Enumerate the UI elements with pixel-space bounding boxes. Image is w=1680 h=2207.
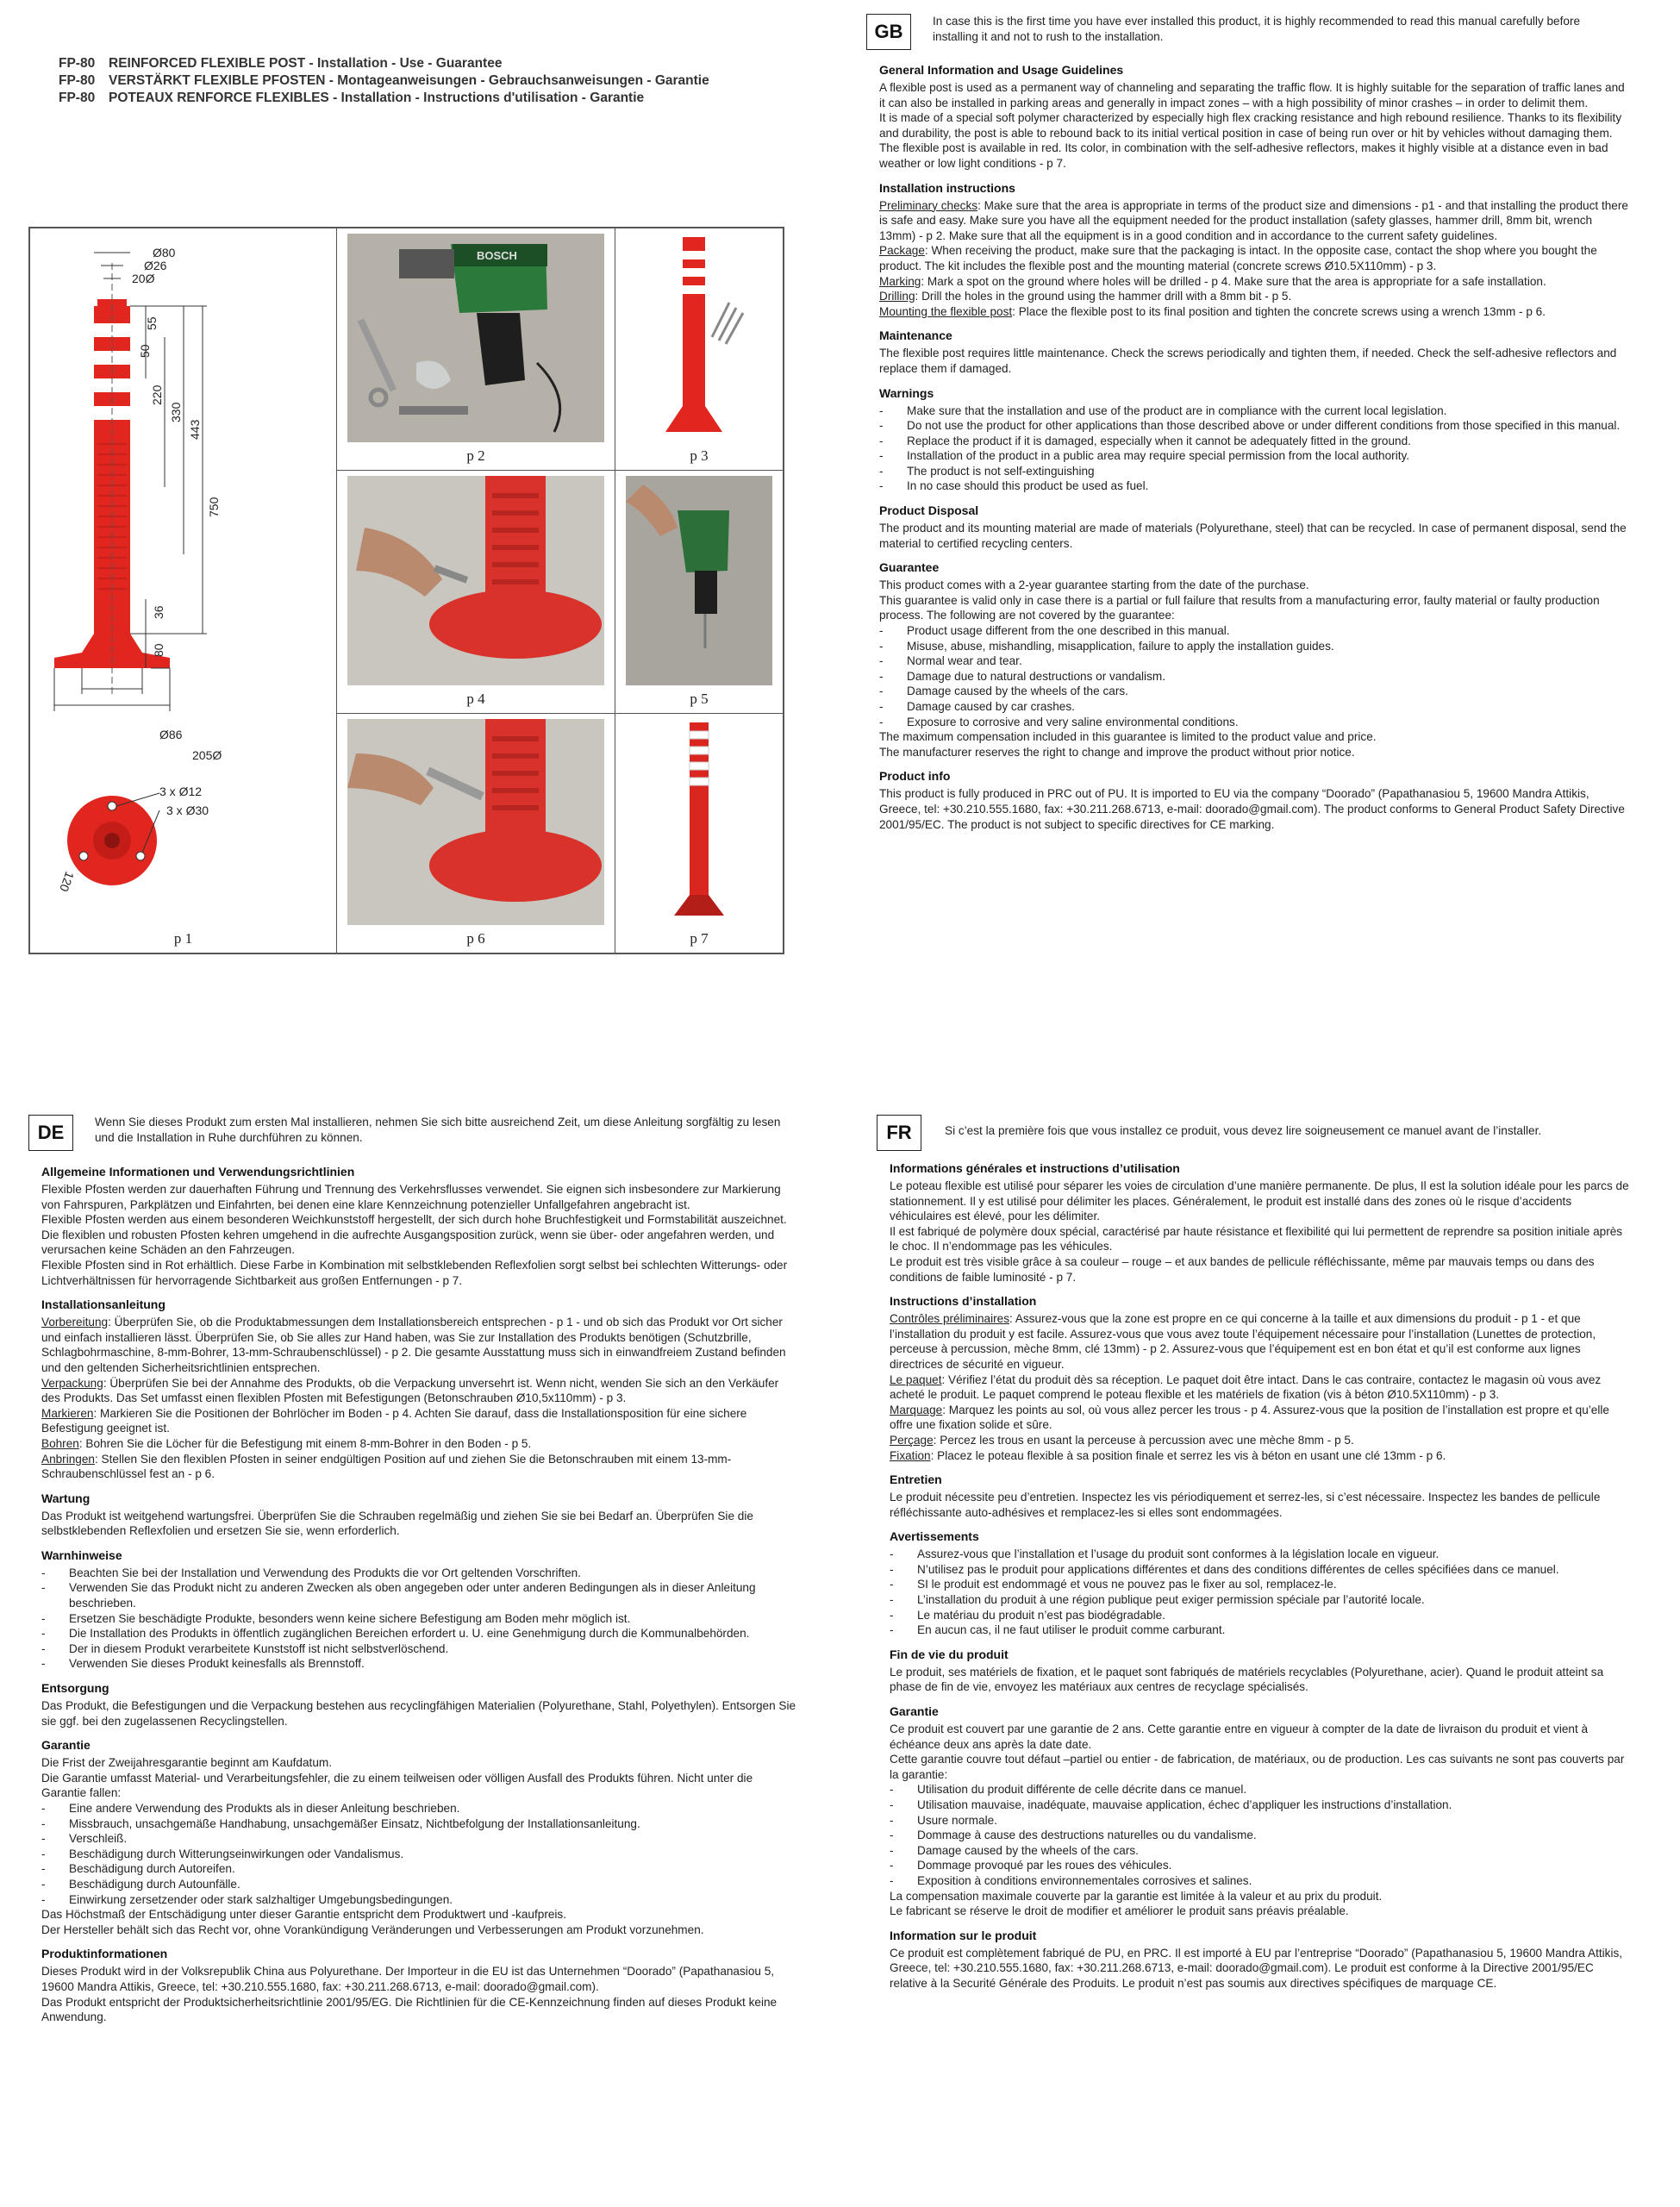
caption-p4: p 4 [466,691,485,707]
list-item: - Le matériau du produit n’est pas biodégradable. [890,1608,1633,1623]
tools-photo [347,234,604,442]
caption-p3: p 3 [690,447,709,464]
heading-maintenance: Wartung [41,1491,91,1505]
list-item: - N’utilisez pas le produit pour applications différentes et dans des conditions différentes de celles spécifiées dans ce manuel. [890,1562,1633,1578]
dim-d20: 20Ø [132,272,155,285]
marking-photo [347,476,604,685]
product-info-text: This product is fully produced in PRC out of PU. It is imported to EU via the company “Doorado” (Papathanasiou 5, 19600 Mandra Attikis, Greece, tel: +30.210.555.1680, fax: +30.211.268.6713, e-mail: doorado@gmail.com). The product conforms to General Product Safety Directive 2001/95/EC. The product is not subject to specific directives for CE marking. [879,787,1625,831]
guarantee-p3: La compensation maximale couverte par la garantie est limitée à la valeur et au prix du produit. [890,1889,1383,1903]
title-line-de: FP-80 VERSTÄRKT FLEXIBLE PFOSTEN - Montageanweisungen - Gebrauchsanweisungen - Garantie [59,73,709,88]
figure-grid [28,227,784,954]
list-item: - Beschädigung durch Witterungseinwirkungen oder Vandalismus. [41,1847,800,1862]
general-p2: It is made of a special soft polymer characterized by especially high flex cracking resistance and high rebound resilience. Thanks to its flexibility and durability, the post is able to rebound back to its initial vertical position in case of being run over or hit by vehicles without damaging them. [879,111,1622,140]
heading-general: General Information and Usage Guidelines [879,63,1124,77]
figure-p3 [615,228,784,471]
step-drilling: Bohren: Bohren Sie die Löcher für die Befestigung mit einem 8-mm-Bohrer in den Boden - p 5. [41,1436,532,1450]
list-item: - Exposure to corrosive and very saline environmental conditions. [879,715,1629,730]
dim-holes12: 3 x Ø12 [159,785,203,798]
guarantee-p4: The manufacturer reserves the right to change and improve the product without prior notice. [879,745,1355,759]
step-preliminary: Vorbereitung: Überprüfen Sie, ob die Produktabmessungen dem Installationsbereich entsprechen - p 1 - und ob sich das Produkt vor Ort sicher und einfach installieren lässt. Überprüfen Sie, ob Sie alles zur Hand haben, was Sie zur Installation des Produkts benötigen (Schutzbrille, Schlagbohrmaschine, 8-mm-Bohrer, 13-mm-Schraubenschlüssel) - p 2. Die gesamte Ausstattung muss sich in einwandfreiem Zustand befinden und den geltenden Sicherheitsrichtlinien entsprechen. [41,1316,786,1374]
warnings-list [890,1547,1633,1638]
list-item: - En aucun cas, il ne faut utiliser le produit comme carburant. [890,1622,1633,1638]
step-drilling: Perçage: Percez les trous en usant la perceuse à percussion avec une mèche 8mm - p 5. [890,1433,1354,1447]
general-p3: Flexible Pfosten sind in Rot erhältlich. Diese Farbe in Kombination mit selbstklebenden Reflexfolien sorgt selbst bei schlechten Witterungs- oder Lichtverhältnissen für hervorragende Sichtbarkeit aus großen Entfernungen - p 7. [41,1258,788,1287]
dim-55: 55 [145,316,159,330]
step-preliminary: Contrôles préliminaires: Assurez-vous que la zone est propre en ce qui concerne à la taille et aux dimensions du produit - p 1 - et que l’installation du produit y est facile. Assurez-vous que vous avez toute l’équipement nécessaire pour l’installation (Lunettes de protection, perceuse à percussion, mèche 8mm, clé 13mm) - p 2. Assurez-vous que l’équipement est en bon état et qu’il est conforme aux lignes directrices de sécurité en vigueur. [890,1312,1596,1371]
step-package: Package: When receiving the product, make sure that the packaging is intact. In the opposite case, contact the shop where you bought the product. The kit includes the flexible post and the mounting material (concrete screws Ø10.5X110mm) - p 3. [879,244,1597,272]
step-mounting: Fixation: Placez le poteau flexible à sa position finale et serrez les vis à béton en usant une clé 13mm - p 6. [890,1448,1446,1462]
dim-holes30: 3 x Ø30 [166,803,209,817]
disposal-text: Le produit, ses matériels de fixation, et le paquet sont fabriqués de matériels recyclables (Polyurethane, acier). Quand le produit atteint sa phase de fin de vie, envoyez les matériaux aux centres de recyclage spécialisés. [890,1665,1604,1694]
list-item: - Usure normale. [890,1813,1633,1829]
dim-36: 36 [152,605,166,619]
list-item: - Exposition à conditions environnementales corrosives et salines. [890,1873,1633,1889]
product-info-p2: Das Produkt entspricht der Produktsicherheitsrichtlinie 2001/95/EG. Die Richtlinien für die CE-Kennzeichnung finden auf dieses Produkt keine Anwendung. [41,1995,778,2024]
dim-330: 330 [169,402,183,422]
heading-disposal: Entsorgung [41,1681,109,1696]
guarantee-p4: Le fabricant se réserve le droit de modifier et améliorer le produit sans préavis préalable. [890,1904,1349,1918]
dim-50: 50 [138,344,152,358]
mounting-photo [347,719,604,925]
list-item: - The product is not self-extinguishing [879,464,1629,479]
list-item: - Damage due to natural destructions or vandalism. [879,669,1629,685]
dim-220: 220 [150,385,164,405]
guarantee-p1: This product comes with a 2-year guarantee starting from the date of the purchase. [879,578,1309,592]
guarantee-p2: This guarantee is valid only in case there is a partial or full failure that results from a manufacturing error, faulty material or faulty production process. The following are not covered by the guarantee: [879,593,1600,622]
figure-p7 [615,713,784,953]
list-item: - Product usage different from the one described in this manual. [879,623,1629,639]
step-package: Le paquet: Vérifiez l’état du produit dès sa réception. Le paquet doit être intact. Dans le cas contraire, contactez le magasin où vous avez acheté le produit. Le paquet comprend le poteau flexible et les matériels de fixation (vis à béton Ø10.5X110mm) - p 3. [890,1372,1602,1402]
drill-brand-text: BOSCH [477,249,517,262]
warnings-list [879,403,1629,495]
list-item: - Utilisation du produit différente de celle décrite dans ce manuel. [890,1782,1633,1797]
dim-443: 443 [188,419,202,440]
heading-maintenance: Entretien [890,1472,942,1487]
general-p1: A flexible post is used as a permanent way of channeling and separating the traffic flow. It is highly suitable for the separation of traffic lanes and it can also be installed in parking areas and generally in impact zones – with a high possibility of minor crashes – in order to delimit them. [879,81,1625,109]
list-item: - Eine andere Verwendung des Produkts als in dieser Anleitung beschrieben. [41,1801,800,1816]
step-mounting: Mounting the flexible post: Place the flexible post to its final position and tighten the concrete screws using a wrench 13mm - p 6. [879,304,1546,318]
list-item: - Replace the product if it is damaged, especially when it cannot be adequately fitted in the ground. [879,434,1629,449]
heading-guarantee: Garantie [41,1738,91,1753]
guarantee-p3: The maximum compensation included in this guarantee is limited to the product value and price. [879,730,1377,744]
guarantee-exclusions [890,1782,1633,1888]
guarantee-p1: Ce produit est couvert par une garantie de 2 ans. Cette garantie entre en vigueur à compter de la date de livraison du produit et vient à échéance deux ans après la date date. [890,1722,1589,1751]
step-mounting: Anbringen: Stellen Sie den flexiblen Pfosten in seiner endgültigen Position auf und ziehen Sie die Betonschrauben mit einem 13-mm-Schraubenschlüssel fest an - p 6. [41,1452,732,1481]
list-item: - Verschleiß. [41,1831,800,1847]
caption-p6: p 6 [466,930,485,947]
list-item: - Missbrauch, unsachgemäße Handhabung, unsachgemäßer Einsatz, Nichtbefolgung der Installationsanleitung. [41,1816,800,1832]
drilling-photo [626,476,772,685]
heading-guarantee: Garantie [890,1704,939,1719]
list-item: - In no case should this product be used as fuel. [879,478,1629,494]
badge-fr: FR [877,1115,921,1151]
list-item: - Beschädigung durch Autounfälle. [41,1877,800,1892]
general-p3: Le produit est très visible grâce à sa couleur – rouge – et aux bandes de pellicule réfléchissante, même par mauvais temps ou dans des conditions de faible luminosité - p 7. [890,1254,1595,1284]
step-marking: Marking: Mark a spot on the ground where holes will be drilled - p 4. Make sure that the area is appropriate for a safe installation. [879,274,1546,288]
dim-r120: 120 [57,869,78,894]
heading-installation: Installation instructions [879,180,1015,195]
guarantee-p4: Der Hersteller behält sich das Recht vor, ohne Vorankündigung Veränderungen und Verbesserungen am Produkt vorzunehmen. [41,1923,704,1936]
list-item: - Damage caused by the wheels of the cars. [879,684,1629,699]
list-item: - Misuse, abuse, mishandling, misapplication, failure to apply the installation guides. [879,639,1629,654]
dim-d205: 205Ø [192,748,222,762]
guarantee-exclusions [41,1801,800,1907]
heading-warnings: Warnhinweise [41,1547,122,1562]
dim-80: 80 [152,643,166,657]
list-item: - Die Installation des Produkts in öffentlich zugänglichen Bereichen erfordert u. U. eine Genehmigung durch die Kommunalbehörden. [41,1626,800,1641]
figure-p4 [336,470,615,714]
post-kit-photo [626,234,772,442]
caption-p2: p 2 [466,447,485,464]
list-item: - Utilisation mauvaise, inadéquate, mauvaise application, échec d’appliquer les instructions d’installation. [890,1797,1633,1813]
list-item: - L’installation du produit à une région publique peut exiger permission spéciale par l’autorité locale. [890,1592,1633,1608]
heading-warnings: Avertissements [890,1529,979,1544]
list-item: - Assurez-vous que l’installation et l’usage du produit sont conformes à la législation locale en vigueur. [890,1547,1633,1562]
product-info-text: Ce produit est complètement fabriqué de PU, en PRC. Il est importé à EU par l’entreprise “Doorado” (Papathanasiou 5, 19600 Mandra Attikis, Greece, tel: +30.210.555.1680, fax: +30.211.268.6713, e-mail: doorado@gmail.com). Le produit est conforme à la Directive 2001/95/EC relative à la Securité Générale des Produits. Le produit n’est pas soumis aux directives spécifiques de marquage CE. [890,1946,1623,1990]
title-line-fr: FP-80 POTEAUX RENFORCE FLEXIBLES - Installation - Instructions d'utilisation - Garantie [59,91,645,105]
list-item: - Einwirkung zersetzender oder stark salzhaltiger Umgebungsbedingungen. [41,1892,800,1908]
guarantee-p2: Die Garantie umfasst Material- und Verarbeitungsfehler, die zu einem teilweisen oder völligen Ausfall des Produkts führen. Nicht unter die Garantie fallen: [41,1771,753,1800]
guarantee-exclusions [879,623,1629,729]
heading-maintenance: Maintenance [879,328,952,343]
heading-product-info: Information sur le produit [890,1928,1037,1942]
dim-d86: Ø86 [159,728,183,741]
step-package: Verpackung: Überprüfen Sie bei der Annahme des Produkts, ob die Verpackung unversehrt ist. Wenn nicht, wenden Sie sich an den Verkäufer des Produkts. Das Set umfasst einen flexiblen Pfosten mit Befestigungen (Betonschrauben Ø10,5x110mm) - p 3. [41,1376,779,1405]
list-item: - Damage caused by the wheels of the cars. [890,1843,1633,1859]
badge-gb: GB [866,14,911,50]
figure-p2 [336,228,615,471]
intro-de: Wenn Sie dieses Produkt zum ersten Mal installieren, nehmen Sie sich bitte ausreichend Zeit, um diese Anleitung sorgfältig zu lesen und die Installation in Ruhe durchführen zu können. [95,1116,781,1144]
guarantee-p2: Cette garantie couvre tout défaut –partiel ou entier - de fabrication, de matériaux, ou de production. Les cas suivants ne sont pas couverts par la garantie: [890,1753,1625,1781]
disposal-text: Das Produkt, die Befestigungen und die Verpackung bestehen aus recyclingfähigen Materialien (Polyurethane, Stahl, Polyethylen). Entsorgen Sie sie ggf. bei den zugelassenen Recyclingstellen. [41,1699,796,1728]
heading-installation: Instructions d’installation [890,1294,1037,1309]
maintenance-text: The flexible post requires little maintenance. Check the screws periodically and tighten them, if needed. Check the self-adhesive reflectors and replace them if damaged. [879,347,1617,375]
title-line-en: FP-80 REINFORCED FLEXIBLE POST - Installation - Use - Guarantee [59,56,503,71]
list-item: - Make sure that the installation and use of the product are in compliance with the current local legislation. [879,403,1629,419]
heading-general: Informations générales et instructions d’utilisation [890,1161,1180,1175]
general-p3: The flexible post is available in red. Its color, in combination with the self-adhesive reflectors, makes it highly visible at a distance even in bad weather or low light conditions - p 7. [879,141,1608,170]
list-item: - Verwenden Sie dieses Produkt keinesfalls als Brennstoff. [41,1656,800,1672]
list-item: - Installation of the product in a public area may require special permission from the local authority. [879,448,1629,464]
list-item: - Der in diesem Produkt verarbeitete Kunststoff ist nicht selbstverlöschend. [41,1641,800,1657]
dim-d26: Ø26 [144,259,167,272]
intro-gb: In case this is the first time you have ever installed this product, it is highly recommended to read this manual carefully before installing it and not to rush to the installation. [933,15,1581,43]
section-gb [879,53,1629,832]
list-item: - Beachten Sie bei der Installation und Verwendung des Produkts die vor Ort geltenden Vorschriften. [41,1566,800,1581]
maintenance-text: Das Produkt ist weitgehend wartungsfrei. Überprüfen Sie die Schrauben regelmäßig und ziehen Sie sie bei Bedarf an. Überprüfen Sie die selbstklebenden Reflexfolien und ersetzen Sie sie, wenn erforderlich. [41,1509,753,1538]
maintenance-text: Le produit nécessite peu d’entretien. Inspectez les vis périodiquement et serrez-les, si c’est nécessaire. Inspectez les bandes de pellicule réfléchissante auto-adhésives et remplacez-les si elles sont endommagées. [890,1491,1601,1519]
list-item: - Verwenden Sie das Produkt nicht zu anderen Zwecken als oben angegeben oder unter anderen Bedingungen als in dieser Anleitung beschrieben. [41,1580,800,1610]
figure-p6 [336,713,615,953]
dim-750: 750 [207,497,221,517]
intro-fr: Si c’est la première fois que vous installez ce produit, vous devez lire soigneusement ce manuel avant de l’installer. [945,1124,1542,1137]
heading-product-info: Produktinformationen [41,1947,168,1961]
list-item: - Damage caused by car crashes. [879,699,1629,715]
heading-installation: Installationsanleitung [41,1297,166,1312]
step-marking: Marquage: Marquez les points au sol, où vous allez percer les trous - p 4. Assurez-vous que la position de l’installation est propre et qu’elle offre une fixation solide et sûre. [890,1403,1609,1432]
list-item: - Dommage à cause des destructions naturelles ou du vandalisme. [890,1828,1633,1843]
badge-de: DE [28,1115,73,1151]
list-item: - Ersetzen Sie beschädigte Produkte, besonders wenn keine sichere Befestigung am Boden mehr möglich ist. [41,1611,800,1627]
heading-warnings: Warnings [879,385,934,400]
caption-p5: p 5 [690,691,709,707]
finished-post-photo [626,719,772,925]
general-p1: Le poteau flexible est utilisé pour séparer les voies de circulation d’une manière permanente. De plus, Il est la solution idéale pour les parcs de stationnement. Il y est utilisé pour délimiter les places. Généralement, le produit est installé dans des zones où le risque d’accidents véhiculaires est élevé, pour les délimiter. [890,1179,1629,1223]
step-drilling: Drilling: Drill the holes in the ground using the hammer drill with a 8mm bit - p 5. [879,290,1292,303]
guarantee-p3: Das Höchstmaß der Entschädigung unter dieser Garantie entspricht dem Produktwert und -kaufpreis. [41,1908,566,1922]
list-item: - Normal wear and tear. [879,653,1629,669]
list-item: - Do not use the product for other applications than those described above or under different conditions from those specified in this manual. [879,418,1629,434]
step-preliminary: Preliminary checks: Make sure that the area is appropriate in terms of the product size and dimensions - p1 - and that installing the product there is safe and easy. Make sure you have all the equipment needed for the product installation (safety glasses, hammer drill, 8mm bit, wrench 13mm) - p 2. Make sure that all the equipment is in a good condition and in accordance to the current safety guidelines. [879,198,1628,242]
caption-p1: p 1 [173,930,193,947]
list-item: - SI le produit est endommagé et vous ne pouvez pas le fixer au sol, remplacez-le. [890,1577,1633,1592]
general-p2: Il est fabriqué de polymère doux spécial, caractérisé par haute résistance et flexibilité qui lui permettent de reprendre sa position initiale après le choc. Il n’endommage pas les véhicules. [890,1224,1623,1254]
list-item: - Dommage provoqué par les roues des véhicules. [890,1858,1633,1873]
section-fr [890,1152,1633,1991]
heading-product-info: Product info [879,769,951,784]
guarantee-p1: Die Frist der Zweijahresgarantie beginnt am Kaufdatum. [41,1756,332,1770]
dim-d80: Ø80 [153,246,176,259]
dimension-drawing [30,228,336,922]
step-marking: Markieren: Markieren Sie die Positionen der Bohrlöcher im Boden - p 4. Achten Sie darauf, dass die Installationsposition für eine sichere Befestigung geeignet ist. [41,1406,747,1435]
heading-guarantee: Guarantee [879,560,940,575]
warnings-list [41,1566,800,1672]
caption-p7: p 7 [690,930,709,947]
product-info-p1: Dieses Produkt wird in der Volksrepublik China aus Polyurethane. Der Importeur in die EU ist das Unternehmen “Doorado” (Papathanasiou 5, 19600 Mandra Attikis, Greece, tel: +30.210.555.1680, fax: +30.211.268.6713, e-mail: doorado@gmail.com). [41,1965,775,1993]
heading-disposal: Product Disposal [879,503,979,518]
heading-disposal: Fin de vie du produit [890,1647,1009,1661]
general-p2: Flexible Pfosten werden aus einem besonderen Weichkunststoff hergestellt, der sich durch hohe Bruchfestigkeit und Formstabilität auszeichnet. Die flexiblen und robusten Pfosten kehren umgehend in die aufrechte Ausgangsposition zurück, wenn sie über- oder angefahren werden, und verursachen keine Schäden an den Fahrzeugen. [41,1213,787,1257]
figure-p5 [615,470,784,714]
document-titles [59,55,709,107]
heading-general: Allgemeine Informationen und Verwendungsrichtlinien [41,1165,355,1179]
disposal-text: The product and its mounting material are made of materials (Polyurethane, steel) that can be recycled. In case of permanent disposal, send the material to certified recycling centers. [879,522,1627,550]
list-item: - Beschädigung durch Autoreifen. [41,1861,800,1877]
section-de [41,1155,800,2025]
general-p1: Flexible Pfosten werden zur dauerhaften Führung und Trennung des Verkehrsflusses verwendet. Sie eignen sich insbesondere zur Markierung von Fahrspuren, Parkplätzen und Einfahrten, bei denen eine klare Kennzeichnung potenzieller Unfallgefahren angebracht ist. [41,1183,781,1211]
figure-p1 [29,228,337,953]
